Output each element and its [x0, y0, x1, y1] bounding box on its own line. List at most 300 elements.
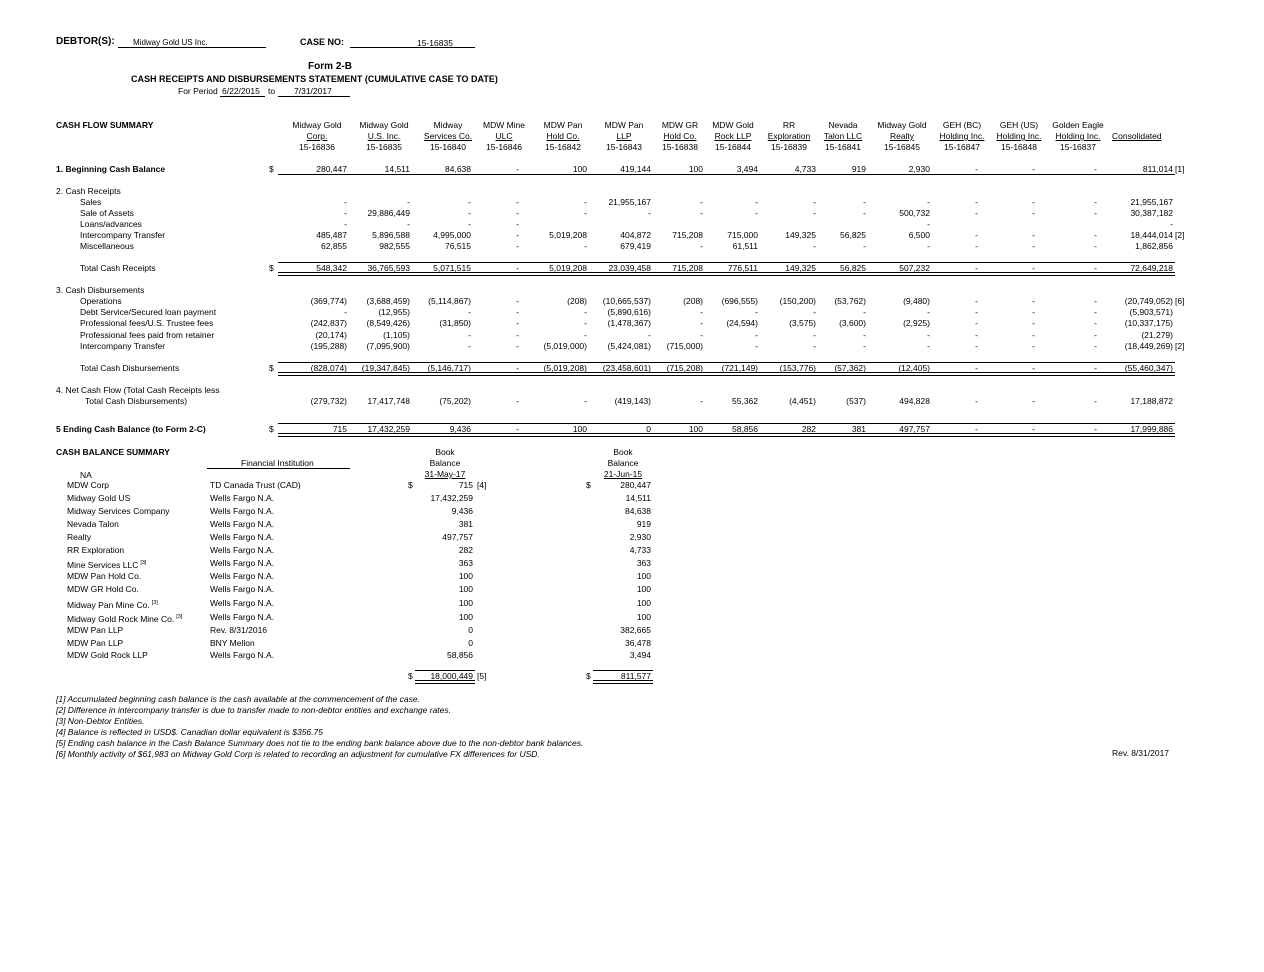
cell-value: 497,757 [899, 424, 930, 434]
note-ref: [2] [1175, 341, 1185, 351]
cell-value: (31,850) [439, 318, 471, 328]
cell-value: - [700, 396, 703, 406]
cell-value: (75,202) [439, 396, 471, 406]
total-double-underline [415, 680, 475, 684]
period-to-label: to [268, 86, 276, 96]
entity-name [67, 519, 119, 529]
institution-header: Financial Institution [241, 458, 314, 468]
dollar-sign: $ [408, 671, 413, 681]
case-underline [350, 47, 475, 48]
cell-value: - [584, 208, 587, 218]
cell-value: 679,419 [620, 241, 651, 251]
entity-name [67, 532, 91, 542]
cell-value: - [584, 307, 587, 317]
entity-label: Midway Gold Rock Mine Co. [67, 613, 175, 624]
book-header-1: Book [613, 447, 633, 457]
book-header-2: Balance [429, 458, 461, 468]
cell-value: (419,143) [614, 396, 651, 406]
entity-name [67, 558, 146, 570]
cell-value: 17,432,259 [367, 424, 410, 434]
financial-institution: Wells Fargo N.A. [210, 650, 275, 660]
column-header-name: Rock LLP [714, 131, 752, 141]
column-header-case: 15-16836 [299, 142, 335, 152]
column-header-name: Services Co. [423, 131, 473, 141]
cell-value: (24,594) [726, 318, 758, 328]
consolidated-value: (10,337,175) [1124, 318, 1173, 328]
cell-value: - [516, 263, 519, 273]
dollar-sign: $ [269, 164, 274, 174]
row-label: 3. Cash Disbursements [56, 285, 145, 295]
cell-value: - [584, 318, 587, 328]
cell-value: (23,458,601) [602, 363, 651, 373]
total-double-underline [593, 680, 653, 684]
cell-value: - [975, 263, 978, 273]
cell-value: - [755, 307, 758, 317]
cell-value: 919 [851, 164, 866, 174]
cell-value: 5,896,588 [372, 230, 410, 240]
column-header-case: 15-16844 [715, 142, 751, 152]
cell-value: - [700, 241, 703, 251]
cell-value: - [516, 318, 519, 328]
row-label: Loans/advances [80, 219, 142, 229]
consolidated-value: 17,999,886 [1130, 424, 1173, 434]
financial-institution: Wells Fargo N.A. [210, 598, 275, 608]
financial-institution: Wells Fargo N.A. [210, 532, 275, 542]
cell-value: 62,855 [321, 241, 347, 251]
cell-value: - [584, 197, 587, 207]
row-overline [278, 362, 1175, 363]
book-header-2: Balance [607, 458, 639, 468]
book-balance-1: 0 [468, 638, 473, 648]
cell-value: 23,039,458 [608, 263, 651, 273]
cell-value: 4,995,000 [433, 230, 471, 240]
book-balance-2: 14,511 [625, 493, 651, 503]
cell-value: - [648, 208, 651, 218]
cell-value: 548,342 [316, 263, 347, 273]
cell-value: - [468, 341, 471, 351]
cell-value: (12,955) [378, 307, 410, 317]
revision-date: Rev. 8/31/2017 [1112, 748, 1170, 758]
consolidated-value: (55,460,347) [1124, 363, 1173, 373]
column-header-name: Nevada [828, 120, 858, 130]
cell-value: - [863, 241, 866, 251]
date-header-2: 21-Jun-15 [603, 469, 643, 479]
column-header-case: 15-16842 [545, 142, 581, 152]
cell-value: (57,362) [834, 363, 866, 373]
cell-value: - [927, 341, 930, 351]
cell-value: - [813, 341, 816, 351]
cell-value: (10,665,537) [602, 296, 651, 306]
cell-value: (8,549,426) [366, 318, 410, 328]
cell-value: 84,638 [445, 164, 471, 174]
cell-value: - [813, 307, 816, 317]
cell-value: - [975, 396, 978, 406]
summary-title: CASH FLOW SUMMARY [56, 120, 154, 130]
cell-value: (1,105) [383, 330, 410, 340]
cell-value: 419,144 [620, 164, 651, 174]
cell-value: - [863, 307, 866, 317]
consolidated-value: (20,749,052) [1124, 296, 1173, 306]
cell-value: (7,095,900) [366, 341, 410, 351]
cell-value: 36,765,593 [367, 263, 410, 273]
cell-value: 0 [646, 424, 651, 434]
entity-label: RR Exploration [67, 545, 125, 555]
book-balance-2: 280,447 [620, 480, 651, 490]
consolidated-value: - [1170, 219, 1173, 229]
consolidated-value: (5,903,571) [1129, 307, 1173, 317]
entity-name [67, 506, 170, 516]
cell-value: 494,828 [899, 396, 930, 406]
cell-value: (5,424,081) [607, 341, 651, 351]
cell-value: - [1032, 330, 1035, 340]
cell-value: - [1032, 208, 1035, 218]
book-balance-1: 497,757 [442, 532, 473, 542]
cell-value: - [975, 230, 978, 240]
period-to-underline [278, 96, 350, 97]
cell-value: 5,019,208 [549, 263, 587, 273]
cell-value: 61,511 [732, 241, 758, 251]
column-header-case: 15-16843 [606, 142, 642, 152]
cell-value: 149,325 [785, 263, 816, 273]
cell-value: - [1094, 241, 1097, 251]
cell-value: (12,405) [898, 363, 930, 373]
cell-value: - [975, 318, 978, 328]
cell-value: 29,886,449 [367, 208, 410, 218]
cell-value: - [1094, 208, 1097, 218]
cell-value: - [975, 424, 978, 434]
consolidated-value: 72,649,218 [1130, 263, 1173, 273]
entity-label: MDW Pan LLP [67, 638, 124, 648]
cell-value: 507,232 [899, 263, 930, 273]
row-double-underline [278, 272, 1175, 276]
cell-value: - [1032, 230, 1035, 240]
cell-value: - [813, 208, 816, 218]
column-header-name: Golden Eagle [1052, 120, 1104, 130]
dollar-sign: $ [586, 671, 591, 681]
cell-value: - [975, 208, 978, 218]
cell-value: 715,208 [672, 230, 703, 240]
cell-value: (1,478,367) [607, 318, 651, 328]
dollar-sign: $ [586, 480, 591, 490]
cell-value: 4,733 [794, 164, 816, 174]
book-balance-2: 100 [636, 584, 651, 594]
cell-value: - [1094, 197, 1097, 207]
cell-value: 982,555 [379, 241, 410, 251]
consolidated-value: 30,387,182 [1130, 208, 1173, 218]
financial-institution: Wells Fargo N.A. [210, 571, 275, 581]
cell-value: 404,872 [620, 230, 651, 240]
book-balance-2: 919 [636, 519, 651, 529]
financial-institution: Wells Fargo N.A. [210, 545, 275, 555]
row-label: Intercompany Transfer [80, 341, 166, 351]
cell-value: (5,019,000) [543, 341, 587, 351]
column-header-name: Corp. [306, 131, 328, 141]
cell-value: 9,436 [449, 424, 471, 434]
book-balance-2: 2,930 [629, 532, 651, 542]
case-label: CASE NO: [300, 37, 345, 47]
cell-value: - [516, 307, 519, 317]
column-header-name: GEH (US) [999, 120, 1039, 130]
cell-value: - [1032, 197, 1035, 207]
column-header-name: GEH (BC) [942, 120, 982, 130]
cell-value: (721,149) [721, 363, 758, 373]
cell-value: - [516, 396, 519, 406]
cell-value: - [975, 164, 978, 174]
footnote: [4] Balance is reflected in USD$. Canadian dollar equivalent is $356.75 [56, 727, 323, 737]
cell-value: 100 [688, 424, 703, 434]
cell-value: - [1094, 296, 1097, 306]
cell-value: - [975, 197, 978, 207]
row-label: Sale of Assets [80, 208, 134, 218]
cell-value: 500,732 [899, 208, 930, 218]
cell-value: - [863, 330, 866, 340]
cell-value: 5,071,515 [433, 263, 471, 273]
entity-name [67, 612, 182, 624]
cell-value: - [407, 197, 410, 207]
cell-value: - [813, 330, 816, 340]
column-header-case: 15-16839 [771, 142, 807, 152]
cell-value: - [1032, 296, 1035, 306]
column-header-name: Holding Inc. [1055, 131, 1101, 141]
book-balance-2: 4,733 [629, 545, 651, 555]
cell-value: 280,447 [316, 164, 347, 174]
cell-value: 100 [572, 164, 587, 174]
row-double-underline [278, 433, 1175, 437]
row-label: Debt Service/Secured loan payment [80, 307, 217, 317]
cell-value: 58,856 [732, 424, 758, 434]
column-header-case: 15-16840 [430, 142, 466, 152]
entity-name [67, 571, 141, 581]
debtor-underline [118, 47, 266, 48]
cell-value: (20,174) [315, 330, 347, 340]
cell-value: (3,688,459) [366, 296, 410, 306]
cell-value: (9,480) [903, 296, 930, 306]
row-label: Total Cash Disbursements) [85, 396, 188, 406]
cell-value: (19,347,845) [361, 363, 410, 373]
column-header-name: Midway Gold [359, 120, 409, 130]
column-header-case: 15-16838 [662, 142, 698, 152]
column-header-name: MDW GR [661, 120, 699, 130]
cell-value: (2,925) [903, 318, 930, 328]
cell-value: - [1094, 164, 1097, 174]
row-label: Operations [80, 296, 122, 306]
entity-label: MDW Gold Rock LLP [67, 650, 148, 660]
column-header-name: RR [782, 120, 796, 130]
book-balance-1: 9,436 [451, 506, 473, 516]
balance-title: CASH BALANCE SUMMARY [56, 447, 170, 457]
row-label: Intercompany Transfer [80, 230, 166, 240]
dollar-sign: $ [408, 480, 413, 490]
cell-value: (195,288) [310, 341, 347, 351]
cell-value: - [1032, 396, 1035, 406]
date-header-1: 31-May-17 [424, 469, 466, 479]
book-balance-2: 363 [636, 558, 651, 568]
cell-value: - [1094, 396, 1097, 406]
dollar-sign: $ [269, 363, 274, 373]
cell-value: - [1032, 341, 1035, 351]
entity-label: Midway Gold US [67, 493, 131, 503]
cell-value: 715 [332, 424, 347, 434]
cell-value: - [927, 219, 930, 229]
cell-value: - [1032, 363, 1035, 373]
row-label: Professional fees paid from retainer [80, 330, 215, 340]
row-label: Miscellaneous [80, 241, 134, 251]
cell-value: - [1032, 164, 1035, 174]
entity-name [67, 650, 148, 660]
cell-value: 485,487 [316, 230, 347, 240]
column-header-name: Realty [889, 131, 915, 141]
cell-value: - [755, 197, 758, 207]
column-header-case: 15-16846 [486, 142, 522, 152]
column-header-name: LLP [616, 131, 632, 141]
book-balance-1: 0 [468, 625, 473, 635]
cell-value: 282 [801, 424, 816, 434]
cell-value: - [1094, 318, 1097, 328]
column-header-name: Midway Gold [292, 120, 342, 130]
note-ref: [4] [477, 480, 487, 490]
cell-value: - [468, 330, 471, 340]
cell-value: - [975, 241, 978, 251]
cell-value: - [1032, 307, 1035, 317]
entity-footnote: [3] [140, 560, 147, 566]
cell-value: - [863, 341, 866, 351]
book-balance-2: 36,478 [625, 638, 651, 648]
consolidated-value: 18,444,014 [1130, 230, 1173, 240]
cell-value: - [516, 424, 519, 434]
na-label: NA [80, 470, 92, 480]
period-to: 7/31/2017 [294, 86, 332, 96]
cell-value: - [700, 330, 703, 340]
cell-value: - [1094, 341, 1097, 351]
financial-institution: Wells Fargo N.A. [210, 519, 275, 529]
column-header-case: 15-16845 [884, 142, 920, 152]
entity-label: Midway Services Company [67, 506, 170, 516]
cell-value: - [813, 241, 816, 251]
cell-value: - [700, 307, 703, 317]
cell-value: - [755, 208, 758, 218]
cell-value: (369,774) [310, 296, 347, 306]
entity-footnote: [3] [176, 614, 183, 620]
book-balance-1: 363 [458, 558, 473, 568]
cell-value: - [975, 296, 978, 306]
financial-institution: BNY Mellon [210, 638, 255, 648]
entity-name [67, 638, 123, 648]
cell-value: (3,575) [789, 318, 816, 328]
cell-value: - [344, 219, 347, 229]
entity-name [67, 493, 130, 503]
row-label: Total Cash Disbursements [80, 363, 180, 373]
column-header-name: ULC [495, 131, 513, 141]
financial-institution: Rev. 8/31/2016 [210, 625, 268, 635]
book-balance-1: 100 [458, 598, 473, 608]
column-header-name: Hold Co. [546, 131, 580, 141]
financial-institution: Wells Fargo N.A. [210, 584, 275, 594]
period-from-underline [220, 96, 265, 97]
cell-value: - [584, 241, 587, 251]
column-header-name: MDW Mine [482, 120, 526, 130]
cell-value: (5,019,208) [543, 363, 587, 373]
consolidated-value: 1,862,856 [1135, 241, 1173, 251]
cell-value: (537) [846, 396, 866, 406]
book-balance-2: 3,494 [629, 650, 651, 660]
case-value: 15-16835 [417, 38, 453, 48]
column-header-name: Holding Inc. [996, 131, 1042, 141]
entity-label: Midway Pan Mine Co. [67, 599, 150, 610]
note-ref: [5] [477, 671, 487, 681]
cell-value: - [863, 197, 866, 207]
cell-value: - [516, 208, 519, 218]
cell-value: - [516, 341, 519, 351]
cell-value: - [700, 318, 703, 328]
row-double-underline [278, 372, 1175, 376]
cell-value: - [927, 241, 930, 251]
cell-value: - [975, 307, 978, 317]
cell-value: 149,325 [785, 230, 816, 240]
cell-value: (715,208) [666, 363, 703, 373]
period-from: 6/22/2015 [222, 86, 260, 96]
cell-value: - [584, 330, 587, 340]
row-overline [278, 423, 1175, 424]
cell-value: 56,825 [840, 230, 866, 240]
book-balance-2: 100 [636, 598, 651, 608]
financial-institution: Wells Fargo N.A. [210, 558, 275, 568]
cell-value: - [1094, 330, 1097, 340]
cell-value: (208) [567, 296, 587, 306]
cell-value: - [927, 197, 930, 207]
cell-value: - [813, 197, 816, 207]
cell-value: - [1032, 263, 1035, 273]
footnote: [6] Monthly activity of $61,983 on Midway Gold Corp is related to recording an adjustment for cumulative FX differences for USD. [56, 749, 540, 759]
column-header-case: 15-16847 [944, 142, 980, 152]
consolidated-value: (18,449,269) [1124, 341, 1173, 351]
cell-value: - [975, 330, 978, 340]
cell-value: - [755, 341, 758, 351]
cell-value: - [1094, 363, 1097, 373]
cell-value: (5,114,867) [428, 296, 471, 306]
cell-value: - [1094, 307, 1097, 317]
footnote: [1] Accumulated beginning cash balance is the cash available at the commencement of the case. [56, 694, 420, 704]
cell-value: - [584, 396, 587, 406]
cell-value: - [516, 197, 519, 207]
cell-value: (153,776) [779, 363, 816, 373]
cell-value: - [468, 219, 471, 229]
cell-value: - [516, 296, 519, 306]
cell-value: (828,074) [310, 363, 347, 373]
cell-value: - [927, 307, 930, 317]
row-label: 4. Net Cash Flow (Total Cash Receipts less [56, 385, 220, 395]
cell-value: (3,600) [839, 318, 866, 328]
book-balance-1: 100 [458, 571, 473, 581]
cell-value: (279,732) [310, 396, 347, 406]
financial-institution: TD Canada Trust (CAD) [210, 480, 301, 490]
book-balance-2: 100 [636, 612, 651, 622]
financial-institution: Wells Fargo N.A. [210, 612, 275, 622]
book-balance-2: 84,638 [625, 506, 651, 516]
cell-value: 6,500 [908, 230, 930, 240]
consolidated-value: (21,279) [1141, 330, 1173, 340]
total-balance-1: 18,000,449 [430, 671, 473, 681]
entity-name [67, 480, 109, 490]
column-header-case: 15-16835 [366, 142, 402, 152]
entity-name [67, 598, 158, 610]
cell-value: - [344, 197, 347, 207]
dollar-sign: $ [269, 424, 274, 434]
cell-value: 100 [688, 164, 703, 174]
cell-value: - [468, 197, 471, 207]
row-label: 5 Ending Cash Balance (to Form 2-C) [56, 424, 206, 434]
cell-value: - [1032, 318, 1035, 328]
footnote: [2] Difference in intercompany transfer is due to transfer made to non-debtor entities and exchange rates. [56, 705, 451, 715]
